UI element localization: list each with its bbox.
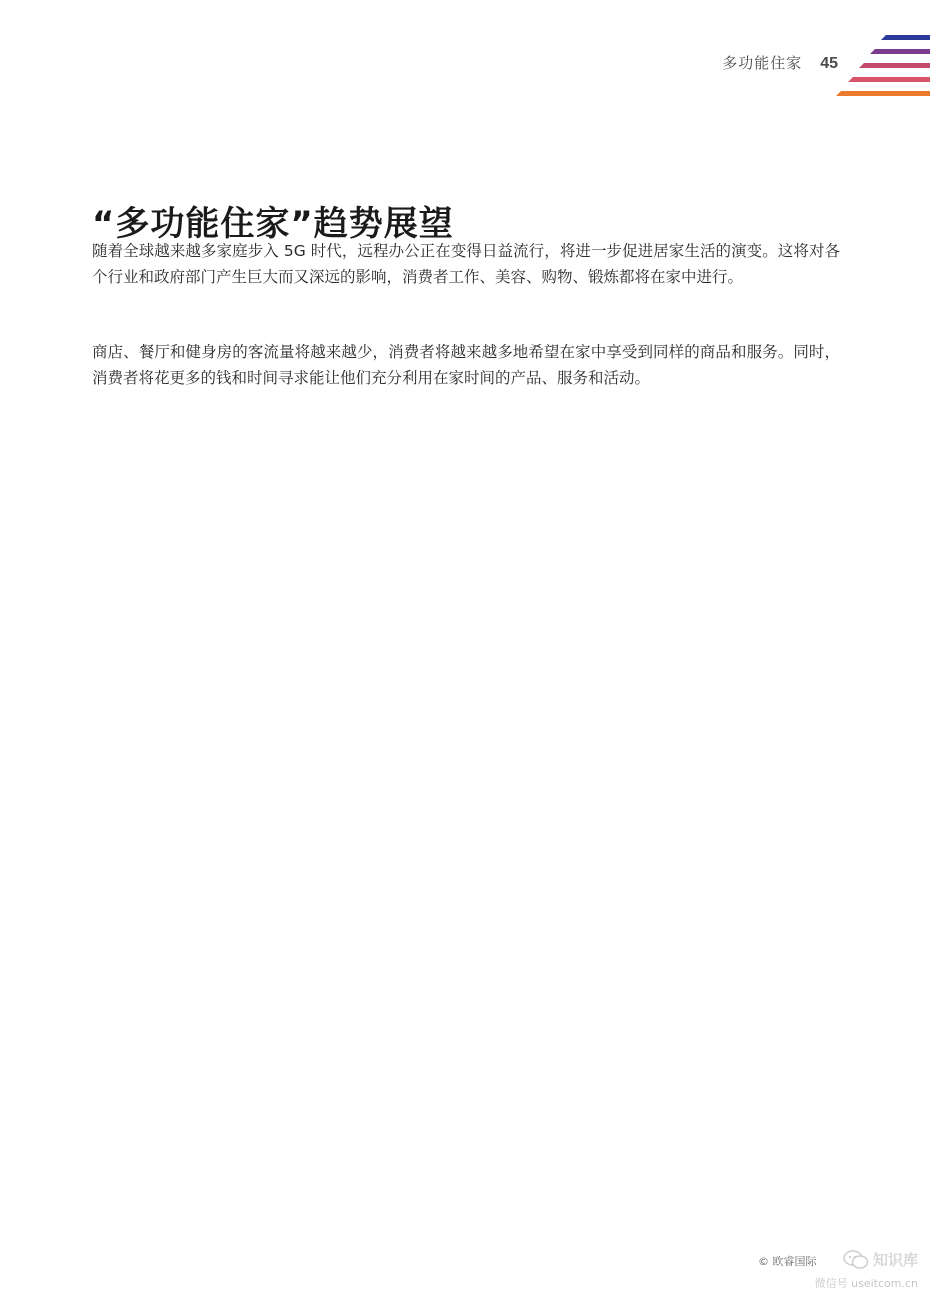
footer [758, 1253, 918, 1295]
paragraph-2: 商店、餐厅和健身房的客流量将越来越少，消费者将越来越多地希望在家中享受到同样的商品和服务。同时，消费者将花更多的钱和时间寻求能让他们充分利用在家时间的产品、服务和活动。 [92, 343, 840, 387]
wechat-icon [843, 1250, 869, 1270]
decorative-stripes [835, 35, 930, 97]
copyright-text: © 欧睿国际 [758, 1255, 817, 1268]
wechat-id: 微信号 useitcom.cn [814, 1277, 918, 1290]
brand-name: 知识库 [872, 1251, 918, 1269]
paragraph-1: 随着全球越来越多家庭步入 5G 时代，远程办公正在变得日益流行，将进一步促进居家生活的演变。这将对各个行业和政府部门产生巨大而又深远的影响，消费者工作、美容、购物、锻炼都将在家中进行。 [92, 242, 840, 286]
stripe-3 [859, 63, 930, 68]
wechat-brand [843, 1249, 918, 1270]
page-header [722, 52, 838, 73]
section-name: 多功能住家 [722, 54, 803, 72]
stripe-1 [881, 35, 930, 40]
stripe-4 [848, 77, 930, 82]
stripe-2 [870, 49, 930, 54]
page-number: 45 [820, 55, 838, 72]
page-title: “多功能住家”趋势展望 [92, 204, 454, 244]
stripe-5 [836, 91, 930, 96]
